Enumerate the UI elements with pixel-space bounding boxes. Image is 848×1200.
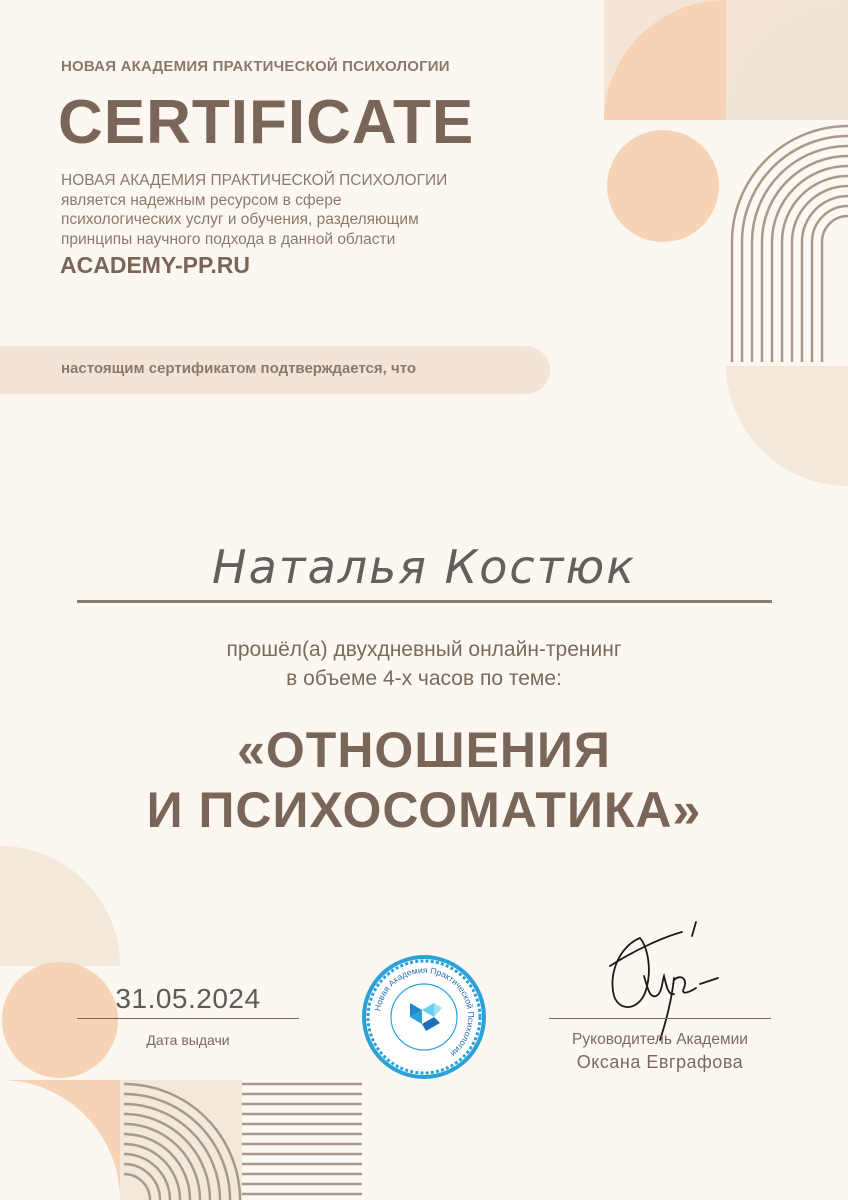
description-line: психологических услуг и обучения, разделяющим xyxy=(61,211,419,228)
course-line-1: прошёл(а) двухдневный онлайн-тренинг xyxy=(226,638,622,661)
topic-line-2: И ПСИХОСОМАТИКА» xyxy=(146,782,702,838)
signatory-role: Руководитель Академии xyxy=(572,1031,748,1048)
academy-seal-icon xyxy=(360,953,488,1081)
description-line: НОВАЯ АКАДЕМИЯ ПРАКТИЧЕСКОЙ ПСИХОЛОГИИ xyxy=(61,172,448,189)
date-underline xyxy=(77,1018,299,1019)
org-name-header: НОВАЯ АКАДЕМИЯ ПРАКТИЧЕСКОЙ ПСИХОЛОГИИ xyxy=(61,58,450,75)
recipient-underline xyxy=(77,600,772,603)
signatory-name: Оксана Евграфова xyxy=(576,1052,744,1072)
certificate-title: CERTIFICATE xyxy=(58,88,475,157)
seal-text: Новая Академия Практической Психологии xyxy=(372,964,477,1059)
course-line-2: в объеме 4-х часов по теме: xyxy=(286,667,562,690)
bottom-horizontal-stripes xyxy=(242,1084,362,1194)
quarter-circle-right xyxy=(726,366,848,486)
course-description xyxy=(0,635,848,693)
bottom-left-quarter xyxy=(0,846,120,966)
signature-underline xyxy=(549,1018,771,1019)
topic-line-1: «ОТНОШЕНИЯ xyxy=(237,722,611,778)
peach-circle-bottom xyxy=(2,962,118,1078)
course-topic xyxy=(0,720,848,840)
website-label: ACADEMY-PP.RU xyxy=(60,252,250,278)
issue-date-label: Дата выдачи xyxy=(146,1032,230,1048)
confirmation-text: настоящим сертификатом подтверждается, что xyxy=(61,360,417,377)
recipient-name: Наталья Костюк xyxy=(212,540,636,594)
peach-circle-top xyxy=(607,130,719,242)
director-signature xyxy=(600,918,730,1043)
issue-date: 31.05.2024 xyxy=(115,983,261,1014)
org-description xyxy=(61,171,511,249)
description-line: является надежным ресурсом в сфере xyxy=(61,191,342,209)
description-line: принципы научного подхода в данной области xyxy=(61,230,396,248)
arc-stripes xyxy=(732,126,848,362)
